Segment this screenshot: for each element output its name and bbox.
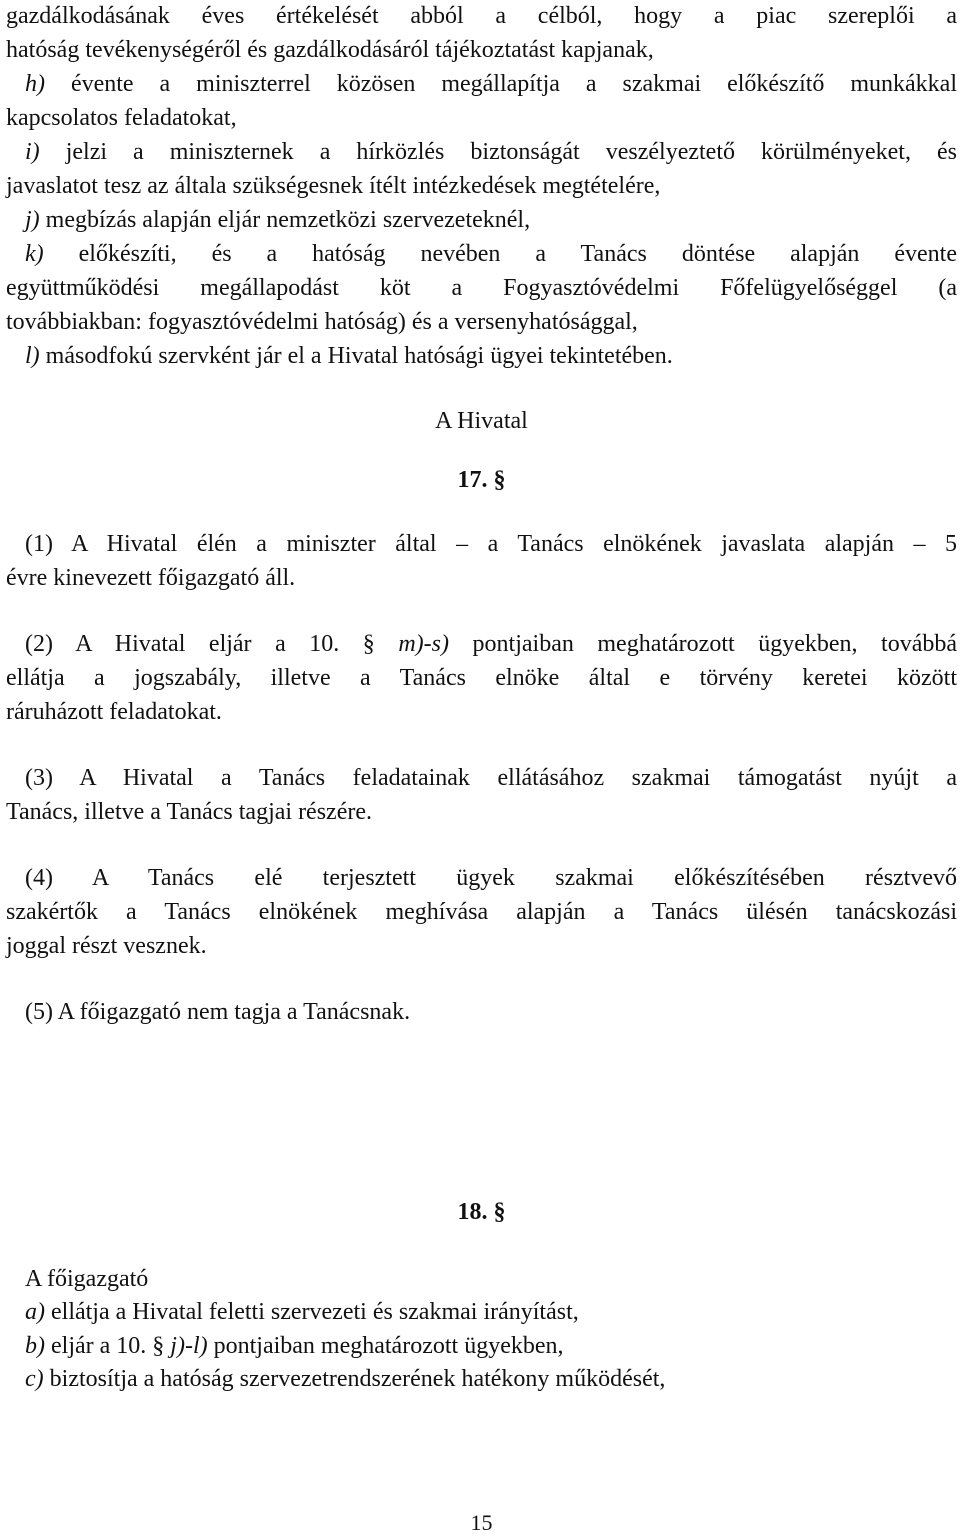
text-line: továbbiakban: fogyasztóvédelmi hatóság) és a versenyhatósággal,	[6, 309, 638, 335]
section-number-17: 17. §	[457, 467, 506, 493]
paragraph-17-2: (2) A Hivatal eljár a 10. § m)-s) pontjaiban meghatározott ügyekben, továbbá	[25, 631, 958, 657]
text-line: javaslatot tesz az általa szükségesnek ítélt intézkedések megtételére,	[6, 173, 661, 199]
page-number: 15	[470, 1510, 493, 1535]
text-line: együttműködési megállapodást köt a Fogyasztóvédelmi Főfelügyelőséggel (a	[6, 275, 957, 301]
list-item-18-b: b) eljár a 10. § j)-l) pontjaiban meghatározott ügyekben,	[25, 1333, 564, 1359]
list-item-i: i) jelzi a miniszternek a hírközlés biztonságát veszélyeztető körülményeket, és	[25, 139, 957, 165]
paragraph-17-4-cont: szakértők a Tanács elnökének meghívása alapján a Tanács ülésén tanácskozási	[6, 899, 957, 925]
paragraph-18-intro: A főigazgató	[25, 1266, 149, 1292]
list-item-18-c: c) biztosítja a hatóság szervezetrendszerének hatékony működését,	[25, 1366, 666, 1392]
list-item-j: j) megbízás alapján eljár nemzetközi szervezeteknél,	[25, 207, 531, 233]
paragraph-17-1-cont: évre kinevezett főigazgató áll.	[6, 565, 296, 591]
paragraph-17-3: (3) A Hivatal a Tanács feladatainak ellátásához szakmai támogatást nyújt a	[25, 765, 957, 791]
text-line: kapcsolatos feladatokat,	[6, 105, 237, 131]
paragraph-17-5: (5) A főigazgató nem tagja a Tanácsnak.	[25, 999, 411, 1025]
section-number-18: 18. §	[457, 1199, 506, 1225]
list-item-l: l) másodfokú szervként jár el a Hivatal hatósági ügyei tekintetében.	[25, 343, 673, 369]
paragraph-17-1: (1) A Hivatal élén a miniszter által – a Tanács elnökének javaslata alapján – 5	[25, 531, 957, 557]
text-line: hatóság tevékenységéről és gazdálkodásáról tájékoztatást kapjanak,	[6, 37, 654, 63]
paragraph-17-3-cont: Tanács, illetve a Tanács tagjai részére.	[6, 799, 372, 825]
list-item-h: h) évente a miniszterrel közösen megállapítja a szakmai előkészítő munkákkal	[25, 71, 957, 97]
section-heading: A Hivatal	[435, 408, 528, 434]
paragraph-17-4-cont: joggal részt vesznek.	[6, 933, 207, 959]
text-line: gazdálkodásának éves értékelését abból a célból, hogy a piac szereplői a	[6, 3, 957, 29]
paragraph-17-2-cont: ráruházott feladatokat.	[6, 699, 222, 725]
paragraph-17-2-cont: ellátja a jogszabály, illetve a Tanács elnöke által e törvény keretei között	[6, 665, 957, 691]
paragraph-17-4: (4) A Tanács elé terjesztett ügyek szakmai előkészítésében résztvevő	[25, 865, 957, 891]
list-item-18-a: a) ellátja a Hivatal feletti szervezeti és szakmai irányítást,	[25, 1299, 579, 1325]
list-item-k: k) előkészíti, és a hatóság nevében a Tanács döntése alapján évente	[25, 241, 957, 267]
